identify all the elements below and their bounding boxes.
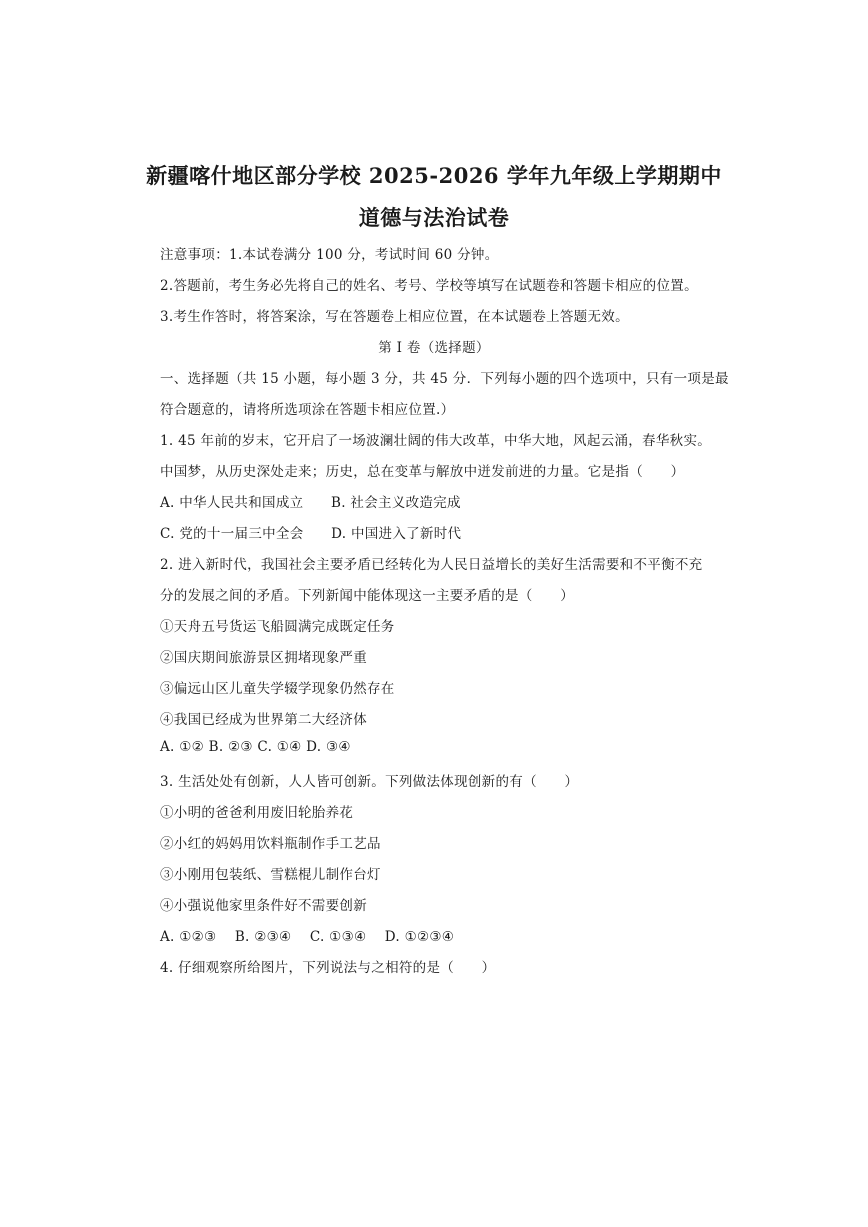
question-3-item-2: ②小红的妈妈用饮料瓶制作手工艺品 xyxy=(160,836,381,852)
question-3-item-1: ①小明的爸爸利用废旧轮胎养花 xyxy=(160,805,354,821)
exam-title-line1: 新疆喀什地区部分学校 2025-2026 学年九年级上学期期中 xyxy=(146,163,722,188)
section-intro-line-1: 一、选择题（共 15 小题，每小题 3 分，共 45 分．下列每小题的四个选项中，只有一项是最 xyxy=(160,371,729,387)
question-2-item-2: ②国庆期间旅游景区拥堵现象严重 xyxy=(160,650,367,666)
exam-title-line2: 道德与法治试卷 xyxy=(358,205,510,230)
question-3-line-1: 3. 生活处处有创新，人人皆可创新。下列做法体现创新的有（ ） xyxy=(160,774,579,790)
note-line-2: 2.答题前，考生务必先将自己的姓名、考号、学校等填写在试题卷和答题卡相应的位置。 xyxy=(160,278,698,294)
question-3-item-4: ④小强说他家里条件好不需要创新 xyxy=(160,898,367,914)
section-heading: 第 I 卷（选择题） xyxy=(378,340,490,356)
question-1-options-2: C. 党的十一届三中全会 D. 中国进入了新时代 xyxy=(160,526,462,542)
question-2-line-1: 2. 进入新时代，我国社会主要矛盾已经转化为人民日益增长的美好生活需要和不平衡不充 xyxy=(160,557,703,573)
question-1-line-1: 1. 45 年前的岁末，它开启了一场波澜壮阔的伟大改革，中华大地，风起云涌，春华秋实。 xyxy=(160,433,712,449)
question-2-item-1: ①天舟五号货运飞船圆满完成既定任务 xyxy=(160,619,395,635)
note-line-3: 3.考生作答时，将答案涂，写在答题卷上相应位置，在本试题卷上答题无效。 xyxy=(160,309,629,325)
question-2-line-2: 分的发展之间的矛盾。下列新闻中能体现这一主要矛盾的是（ ） xyxy=(160,588,574,604)
question-3-options: A. ①②③ B. ②③④ C. ①③④ D. ①②③④ xyxy=(160,929,455,945)
question-3-item-3: ③小刚用包装纸、雪糕棍儿制作台灯 xyxy=(160,867,381,883)
question-2-options: A. ①② B. ②③ C. ①④ D. ③④ xyxy=(160,739,351,755)
note-line-1: 注意事项：1.本试卷满分 100 分，考试时间 60 分钟。 xyxy=(160,247,499,263)
question-1-options-1: A. 中华人民共和国成立 B. 社会主义改造完成 xyxy=(160,495,461,511)
question-2-item-4: ④我国已经成为世界第二大经济体 xyxy=(160,712,367,728)
section-intro-line-2: 符合题意的，请将所选项涂在答题卡相应位置.） xyxy=(160,402,455,418)
question-2-item-3: ③偏远山区儿童失学辍学现象仍然存在 xyxy=(160,681,395,697)
question-4-line-1: 4. 仔细观察所给图片，下列说法与之相符的是（ ） xyxy=(160,960,496,976)
question-1-line-2: 中国梦，从历史深处走来；历史，总在变革与解放中迸发前进的力量。它是指（ ） xyxy=(160,464,685,480)
